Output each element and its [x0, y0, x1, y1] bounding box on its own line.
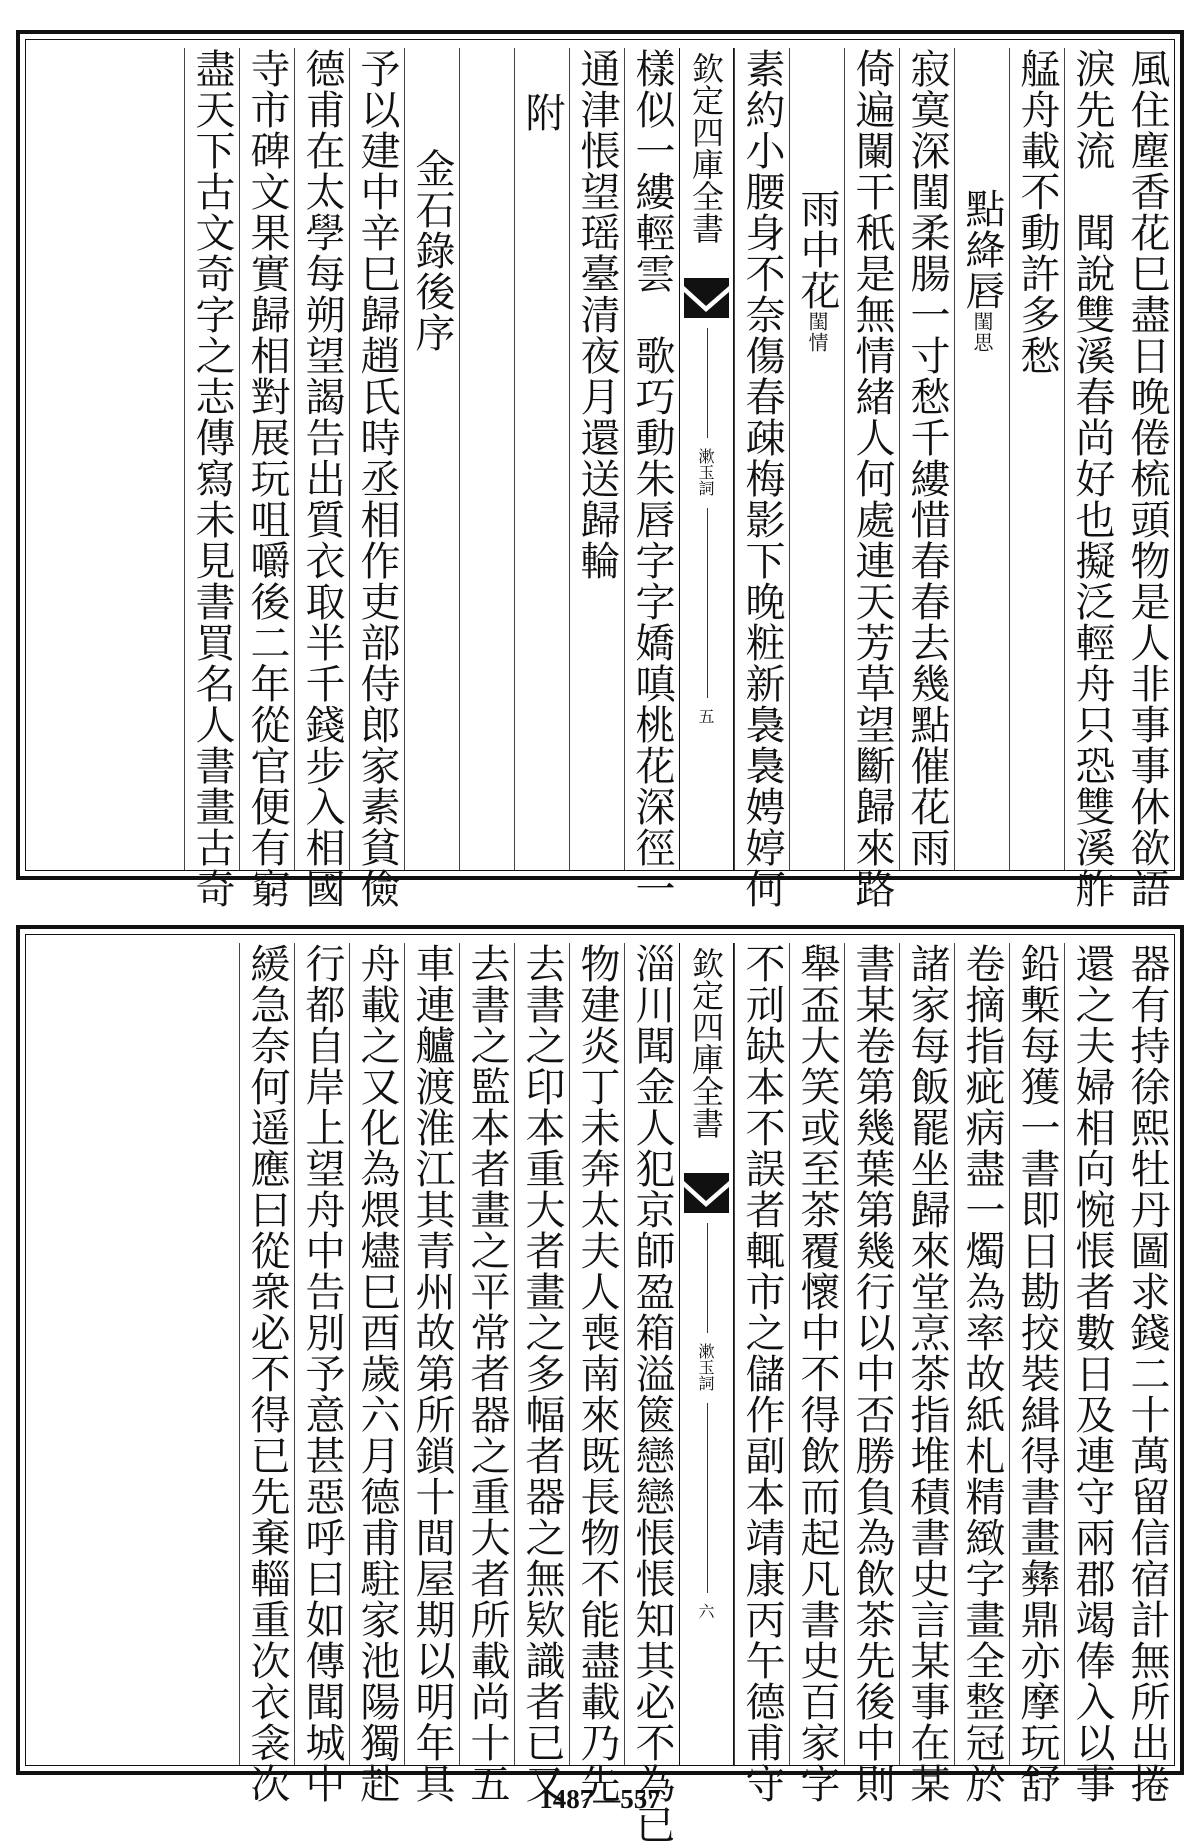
text-column: [1119, 943, 1174, 1804]
text-column: [1009, 48, 1064, 870]
column-text: 金石錄後序: [409, 148, 455, 353]
column-text: 舉盃大笑或至茶覆懷中不得飲而起凡書史百家字: [794, 943, 840, 1804]
column-text: 器有持徐熙牡丹圖求錢二十萬留信宿計無所出捲: [1124, 943, 1170, 1804]
column-text: 緩急奈何遥應曰從衆必不得已先棄輜重次衣衾次: [244, 943, 290, 1804]
column-text: 諸家每飯罷坐歸來堂烹茶指堆積書史言某事在某: [904, 943, 950, 1804]
text-column: [239, 943, 294, 1804]
book-title: 欽定四庫全書: [687, 947, 725, 1139]
text-column: [954, 48, 1009, 870]
text-column: [1119, 48, 1174, 909]
text-column: [569, 943, 624, 1804]
text-column: [459, 943, 514, 1804]
column-text: 書某卷第幾葉第幾行以中否勝負為飲茶先後中則: [849, 943, 895, 1804]
column-text: 不刓缺本不誤者輒市之儲作副本靖康丙午德甫守: [739, 943, 785, 1804]
center-rule: [707, 328, 708, 438]
text-column: [899, 943, 954, 1804]
text-column: [459, 48, 514, 870]
text-column: [349, 48, 404, 909]
column-text: 還之夫婦相向惋悵者數日及連守兩郡竭俸入以事: [1069, 943, 1115, 1804]
text-column: [899, 48, 954, 870]
book-title: 欽定四庫全書: [687, 52, 725, 244]
column-text: 通津悵望瑶臺清夜月還送歸輪: [574, 48, 620, 581]
text-column: [954, 943, 1009, 1804]
text-column: [734, 943, 789, 1804]
center-rule: [707, 508, 708, 698]
column-text: 德甫在太學每朔望謁告出質衣取半千錢步入相國: [299, 48, 345, 909]
column-text: 盡天下古文奇字之志傳寫未見書買名人書畫古奇: [189, 48, 235, 909]
column-text: 點絳唇閨思: [959, 188, 1005, 353]
collection-title: 漱玉詞: [696, 1343, 715, 1391]
text-column: [239, 48, 294, 909]
column-text: 去書之印本重大者畫之多幅者器之無欵識者已又: [519, 943, 565, 1804]
upper-page: [16, 30, 1184, 909]
text-column: [294, 48, 349, 909]
page-footer-number: 1487—557: [539, 1784, 661, 1814]
column-text: 物建炎丁未奔太夫人喪南來既長物不能盡載乃先: [574, 943, 620, 1804]
column-text: 予以建中辛巳歸趙氏時丞相作吏部侍郎家素貧儉: [354, 48, 400, 909]
text-column: [1064, 943, 1119, 1804]
column-text: 行都自岸上望舟中告別予意甚惡呼曰如傳聞城中: [299, 943, 345, 1804]
center-rule: [707, 1403, 708, 1593]
text-column: [404, 943, 459, 1804]
text-column: [514, 48, 569, 870]
text-column: [844, 48, 899, 909]
column-text: 卷摘指疵病盡一燭為率故紙札精緻字畫全整冠於: [959, 943, 1005, 1804]
column-text: 車連艫渡淮江其青州故第所鎖十間屋期以明年具: [409, 943, 455, 1804]
folio-number: 五: [696, 708, 715, 724]
text-column: [1064, 48, 1119, 909]
column-text: 風住塵香花巳盡日晚倦梳頭物是人非事事休欲語: [1124, 48, 1170, 909]
center-fold-column: [679, 943, 734, 1765]
text-column: [349, 943, 404, 1804]
text-column: [404, 48, 459, 870]
column-text: 附: [519, 92, 565, 133]
column-text: 淚先流 聞說雙溪春尚好也擬泛輕舟只恐雙溪舴: [1069, 48, 1115, 909]
column-text: 艋舟載不動許多愁: [1014, 48, 1060, 376]
text-column: [514, 943, 569, 1804]
collection-title: 漱玉詞: [696, 448, 715, 496]
interlinear-note: 閨思: [970, 311, 994, 353]
column-text: 倚遍闌干秖是無情緒人何處連天芳草望斷歸來路: [849, 48, 895, 909]
center-rule: [707, 1223, 708, 1333]
column-text: 樣似一縷輕雲 歌巧動朱唇字字嬌嗔桃花深徑一: [629, 48, 675, 909]
text-column: [294, 943, 349, 1804]
column-text: 素約小腰身不奈傷春疎梅影下晚粧新裊裊娉婷何: [739, 48, 785, 909]
center-fold-column: [679, 48, 734, 870]
column-text: 去書之監本者畫之平常者器之重大者所載尚十五: [464, 943, 510, 1804]
text-column: [789, 943, 844, 1804]
interlinear-note: 閨情: [805, 311, 829, 353]
text-column: [789, 48, 844, 870]
column-text: 寺市碑文果實歸相對展玩咀嚼後二年從官便有窮: [244, 48, 290, 909]
fishtail-ornament-icon: [684, 278, 729, 318]
folio-number: 六: [696, 1603, 715, 1619]
column-text: 鉛槧每獲一書即日勘挍裝緝得書畫彝鼎亦摩玩舒: [1014, 943, 1060, 1804]
text-column: [844, 943, 899, 1804]
text-column: [734, 48, 789, 909]
column-text: 淄川聞金人犯京師盈箱溢篋戀戀悵悵知其必不為已: [629, 943, 675, 1845]
column-text: 寂寞深閨柔腸一寸愁千縷惜春春去幾點催花雨: [904, 48, 950, 868]
text-column: [569, 48, 624, 870]
text-column: [624, 943, 679, 1845]
text-column: [624, 48, 679, 909]
text-column: [184, 48, 239, 909]
column-text: 舟載之又化為煨燼巳酉歲六月德甫駐家池陽獨赴: [354, 943, 400, 1804]
column-text: 雨中花閨情: [794, 188, 840, 353]
fishtail-ornament-icon: [684, 1173, 729, 1213]
text-column: [1009, 943, 1064, 1804]
